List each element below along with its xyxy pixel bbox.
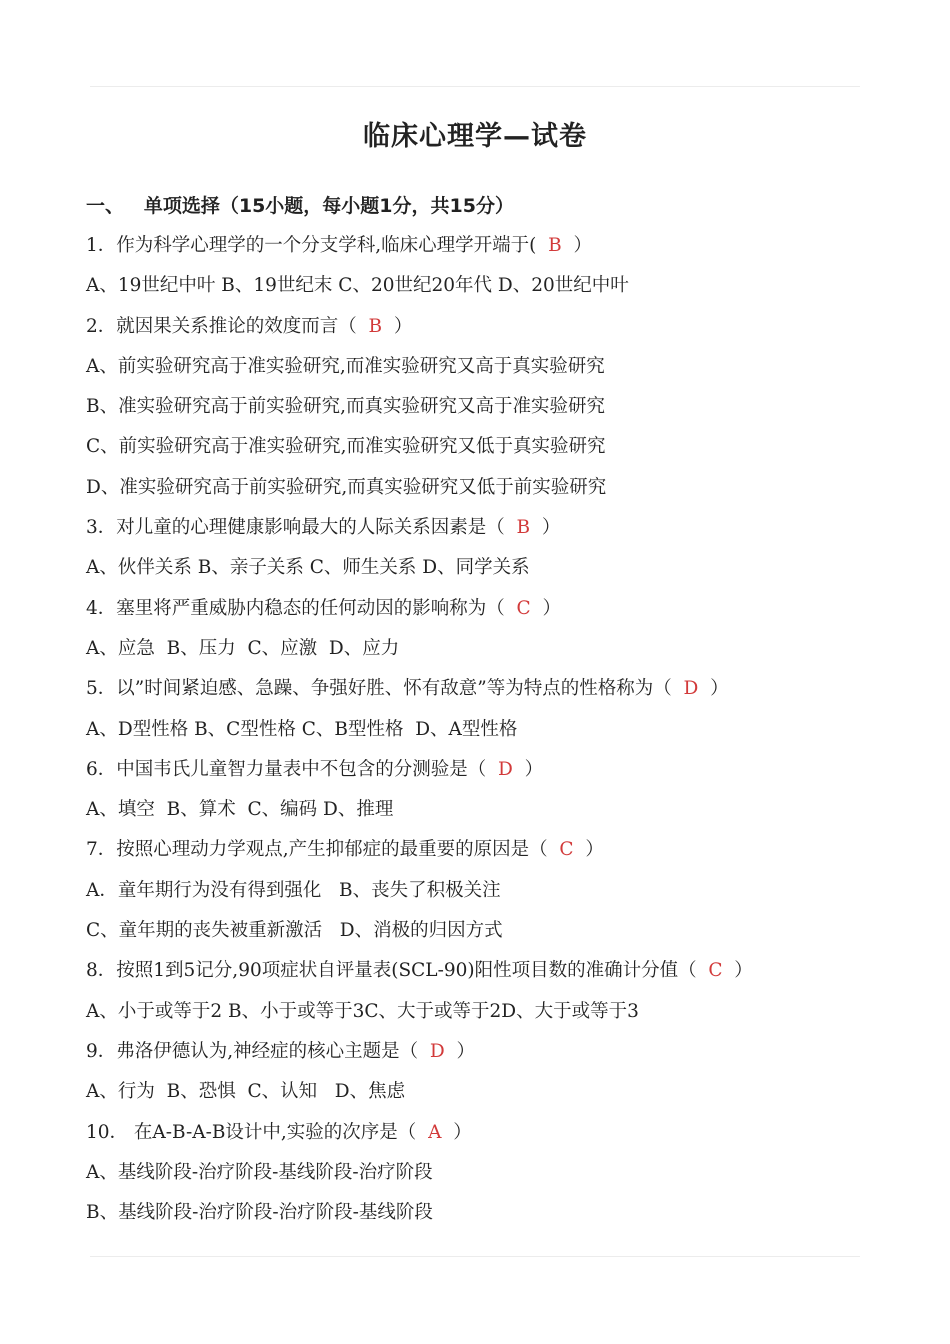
exam-body (86, 186, 886, 1233)
header-rule (90, 86, 860, 87)
question-stem (86, 951, 886, 991)
answer-mark: A (428, 1121, 442, 1143)
answer-gap (505, 598, 517, 619)
question-text: 3．对儿童的心理健康影响最大的人际关系因素是（ (86, 517, 505, 539)
answer-bracket-close: ） (698, 678, 729, 700)
answer-mark: B (516, 517, 531, 539)
answer-gap (357, 316, 369, 337)
answer-bracket-close: ） (722, 960, 753, 982)
answer-bracket-close: ） (444, 1040, 476, 1062)
answer-gap (486, 759, 498, 780)
answer-options: B、准实验研究高于前实验研究,而真实验研究又高于准实验研究 (86, 396, 605, 418)
question-text: 5．以”时间紧迫感、急躁、争强好胜、怀有敌意”等为特点的性格称为（ (86, 678, 672, 700)
answer-options: C、童年期的丧失被重新激活 D、消极的归因方式 (86, 920, 503, 942)
question-stem (86, 1032, 886, 1072)
answer-bracket-close: ） (573, 839, 604, 861)
answer-options: A、小于或等于2 B、小于或等于3C、大于或等于2D、大于或等于3 (86, 1000, 639, 1022)
answer-gap (697, 960, 709, 981)
answer-options: A、基线阶段-治疗阶段-基线阶段-治疗阶段 (86, 1161, 433, 1183)
answer-bracket-close: ） (382, 315, 413, 337)
answer-options: A、填空 B、算术 C、编码 D、推理 (86, 799, 394, 821)
answer-options: A、伙伴关系 B、亲子关系 C、师生关系 D、同学关系 (86, 557, 530, 579)
answer-bracket-close: ） (530, 517, 561, 539)
answer-mark: D (429, 1040, 445, 1062)
answer-mark: C (708, 960, 723, 982)
question-text: 9．弗洛伊德认为,神经症的核心主题是（ (86, 1040, 419, 1062)
answer-gap (672, 678, 684, 699)
question-text: 10． 在A-B-A-B设计中,实验的次序是（ (86, 1121, 417, 1143)
answer-mark: D (683, 678, 699, 700)
question-stem (86, 307, 886, 347)
answer-gap (505, 517, 517, 538)
question-stem (86, 226, 886, 266)
page-title: 临床心理学—试卷 (363, 121, 587, 152)
answer-options: A．童年期行为没有得到强化 B、丧失了积极关注 (86, 879, 501, 901)
answer-options: A、应急 B、压力 C、应激 D、应力 (86, 637, 400, 659)
answer-options: A、D型性格 B、C型性格 C、B型性格 D、A型性格 (86, 718, 518, 740)
question-text: 4．塞里将严重威胁内稳态的任何动因的影响称为（ (86, 597, 505, 619)
answer-mark: C (516, 597, 531, 619)
answer-gap (548, 839, 560, 860)
answer-mark: C (559, 839, 574, 861)
question-stem (86, 669, 886, 709)
answer-options: B、基线阶段-治疗阶段-治疗阶段-基线阶段 (86, 1202, 433, 1224)
answer-options: C、前实验研究高于准实验研究,而准实验研究又低于真实验研究 (86, 436, 606, 458)
answer-mark: D (498, 758, 513, 780)
question-list (86, 226, 886, 1233)
answer-options: D、准实验研究高于前实验研究,而真实验研究又低于前实验研究 (86, 476, 607, 498)
answer-gap (418, 1041, 430, 1062)
answer-bracket-close: ） (530, 597, 561, 619)
answer-bracket-close: ） (441, 1121, 472, 1143)
answer-mark: B (368, 315, 383, 337)
question-stem (86, 750, 886, 790)
answer-bracket-close: ） (561, 235, 593, 256)
answer-bracket-close: ） (512, 758, 544, 780)
answer-options: A、前实验研究高于准实验研究,而准实验研究又高于真实验研究 (86, 355, 605, 377)
section-heading: 一、 单项选择（15小题，每小题1分，共15分） (86, 195, 514, 217)
footer-rule (90, 1256, 860, 1257)
question-stem (86, 1113, 886, 1153)
question-text: 7．按照心理动力学观点,产生抑郁症的最重要的原因是（ (86, 839, 548, 861)
answer-mark: B (548, 235, 562, 256)
answer-options: A、行为 B、恐惧 C、认知 D、焦虑 (86, 1081, 406, 1103)
question-stem (86, 589, 886, 629)
question-stem (86, 508, 886, 548)
question-text: 8．按照1到5记分,90项症状自评量表(SCL-90)阳性项目数的准确计分值（ (86, 960, 697, 982)
answer-gap (536, 235, 548, 256)
answer-gap (416, 1122, 428, 1143)
question-text: 1．作为科学心理学的一个分支学科,临床心理学开端于( (86, 235, 537, 256)
question-text: 2．就因果关系推论的效度而言（ (86, 315, 357, 337)
question-text: 6．中国韦氏儿童智力量表中不包含的分测验是（ (86, 758, 487, 780)
answer-options: A、19世纪中叶 B、19世纪末 C、20世纪20年代 D、20世纪中叶 (86, 275, 629, 297)
question-stem (86, 830, 886, 870)
